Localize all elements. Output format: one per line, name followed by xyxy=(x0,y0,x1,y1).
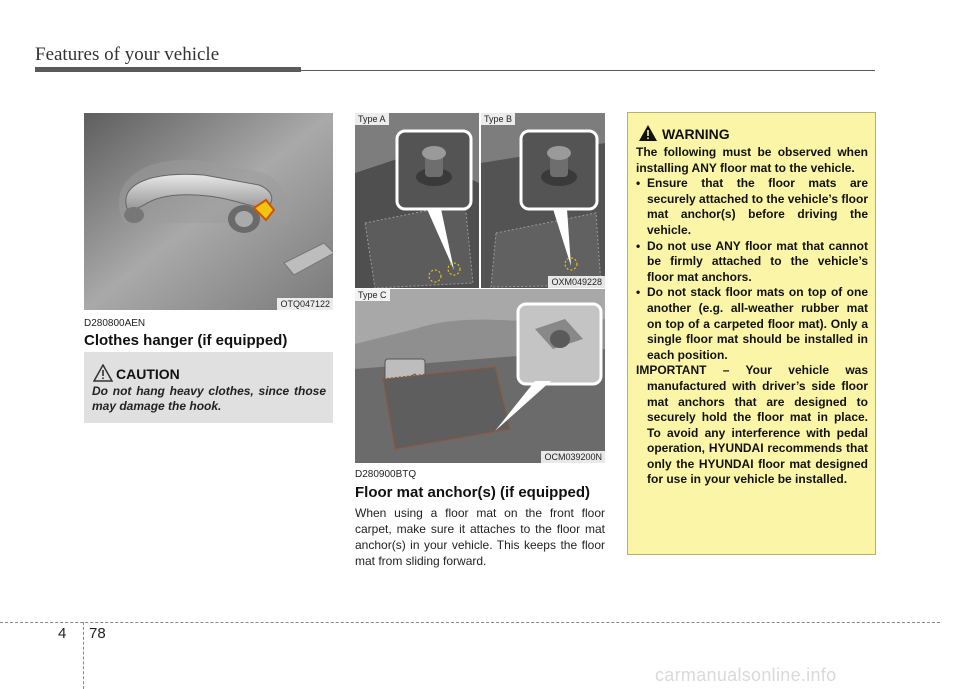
warning-triangle-icon xyxy=(638,124,658,142)
warning-bullet: • Ensure that the floor mats are securely attached to the vehicle’s floor mat anchor(s) before driving the vehicle. xyxy=(636,176,868,238)
warning-box xyxy=(627,112,876,555)
footer-rule xyxy=(0,622,940,623)
figure-code-c: OCM039200N xyxy=(541,451,605,463)
page-number: 78 xyxy=(89,625,106,642)
warning-title: WARNING xyxy=(662,126,730,142)
clothes-hanger-photo xyxy=(84,113,333,310)
watermark: carmanualsonline.info xyxy=(655,665,837,685)
type-b-photo xyxy=(481,113,605,288)
floor-mat-anchor-c-illustration xyxy=(355,289,605,463)
warning-list xyxy=(636,176,868,363)
clothes-hanger-illustration xyxy=(84,113,333,310)
section-title-2: Floor mat anchor(s) (if equipped) xyxy=(355,484,590,501)
section-title: Clothes hanger (if equipped) xyxy=(84,332,288,349)
footer-divider xyxy=(83,622,84,689)
header-bar xyxy=(35,67,301,72)
type-b-label: Type B xyxy=(481,113,515,125)
caution-triangle-icon xyxy=(93,364,113,382)
warning-intro: The following must be observed when installing ANY floor mat to the vehicle. xyxy=(636,145,868,175)
header-rule xyxy=(301,70,875,71)
type-c-label: Type C xyxy=(355,289,390,301)
caution-text: Do not hang heavy clothes, since those may damage the hook. xyxy=(92,384,326,413)
warning-bullet: • Do not use ANY floor mat that cannot be firmly attached to the vehicle’s floor mat anchors. xyxy=(636,239,868,286)
floor-mat-anchor-b-illustration xyxy=(481,113,605,288)
body-paragraph: When using a floor mat on the front floor carpet, make sure it attaches to the floor mat anchor(s) in your vehicle. This keeps the floor mat from sliding forward. xyxy=(355,506,605,568)
type-a-label: Type A xyxy=(355,113,389,125)
figure-code-ab: OXM049228 xyxy=(548,276,605,288)
floor-mat-anchor-a-illustration xyxy=(355,113,479,288)
warning-bullet: • Do not stack floor mats on top of one another (e.g. all-weather rubber mat on top of a carpeted floor mat). Only a single floor mat should be installed in each position. xyxy=(636,285,868,363)
caution-title: CAUTION xyxy=(116,366,180,382)
warning-important: IMPORTANT – Your vehicle was manufactured with driver’s side floor mat anchors that are designed to securely hold the floor mat in place. To avoid any interference with pedal operation, HYUNDAI recommends that only the HYUNDAI floor mat designed for use in your vehicle be installed. xyxy=(636,363,868,487)
figure-code: OTQ047122 xyxy=(277,298,333,310)
section-code-2: D280900BTQ xyxy=(355,469,417,480)
caution-box xyxy=(84,352,333,423)
header-title: Features of your vehicle xyxy=(35,44,220,65)
type-c-photo xyxy=(355,289,605,463)
chapter-number: 4 xyxy=(58,625,67,642)
warning-body xyxy=(636,145,868,488)
type-a-photo xyxy=(355,113,479,288)
section-code: D280800AEN xyxy=(84,318,146,329)
